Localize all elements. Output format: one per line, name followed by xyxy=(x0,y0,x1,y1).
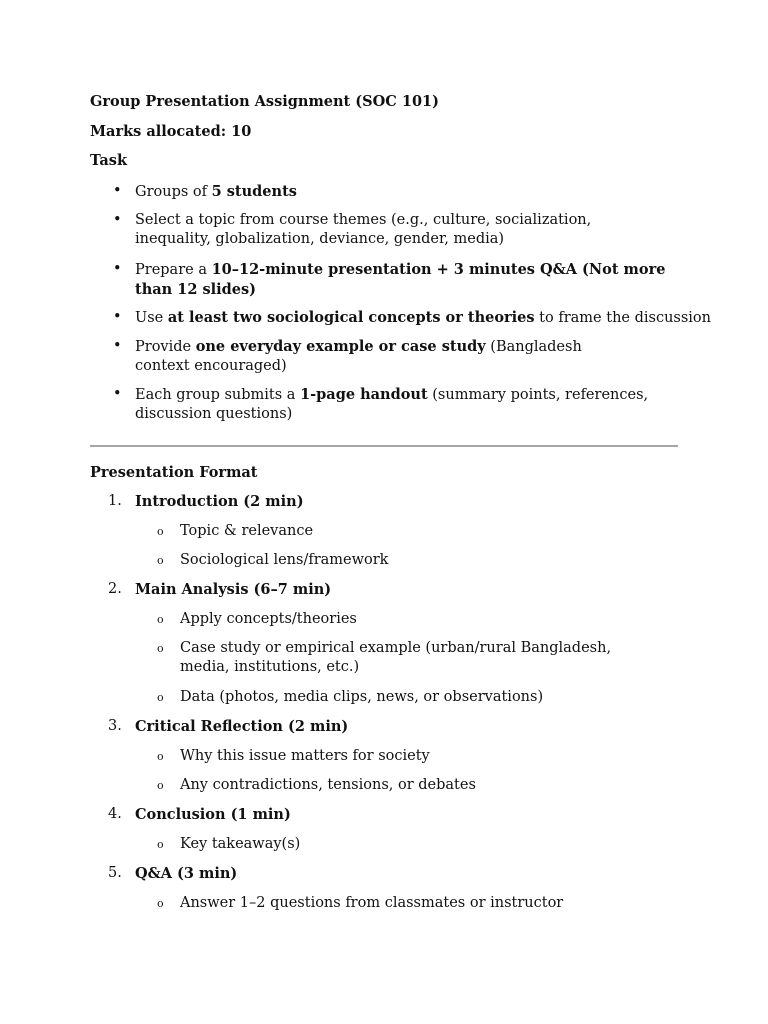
document-title: Group Presentation Assignment (SOC 101) xyxy=(90,93,439,110)
circle-bullet-icon: o xyxy=(157,613,164,626)
task-item-topic: Select a topic from course themes (e.g., culture, socialization, inequality, globalization, deviance, gender, media) xyxy=(135,212,592,247)
task-item-concepts xyxy=(135,308,711,328)
sub-item: Key takeaway(s) xyxy=(180,836,301,852)
task-item-emphasis: at least two sociological concepts or theories xyxy=(167,309,535,326)
circle-bullet-icon: o xyxy=(157,525,164,538)
sub-item: Sociological lens/framework xyxy=(180,552,389,568)
sub-item: Topic & relevance xyxy=(180,523,314,539)
section-number: 4. xyxy=(108,806,122,822)
sub-item: Data (photos, media clips, news, or observations) xyxy=(180,689,544,705)
task-item-text: Groups of xyxy=(135,184,212,200)
task-item-case-study xyxy=(135,337,625,376)
task-item-emphasis: 1-page handout xyxy=(300,386,428,403)
task-item-emphasis: 5 students xyxy=(211,183,297,200)
sub-item: Why this issue matters for society xyxy=(180,748,430,764)
circle-bullet-icon: o xyxy=(157,691,164,704)
task-item-text: (summary points, references, discussion questions) xyxy=(135,387,649,422)
circle-bullet-icon: o xyxy=(157,554,164,567)
bullet-icon: • xyxy=(113,309,122,325)
task-item-text: Each group submits a xyxy=(135,387,301,403)
circle-bullet-icon: o xyxy=(157,779,164,792)
task-item-handout xyxy=(135,385,685,424)
task-heading: Task xyxy=(90,152,128,169)
bullet-icon: • xyxy=(113,212,122,228)
section-title-main-analysis: Main Analysis (6–7 min) xyxy=(135,581,332,598)
sub-item: Answer 1–2 questions from classmates or instructor xyxy=(180,895,564,911)
section-title-introduction: Introduction (2 min) xyxy=(135,493,304,510)
circle-bullet-icon: o xyxy=(157,750,164,763)
circle-bullet-icon: o xyxy=(157,897,164,910)
task-item-text: (Bangladesh context encouraged) xyxy=(135,339,582,374)
section-number: 2. xyxy=(108,581,122,597)
task-item-text: Prepare a xyxy=(135,262,212,278)
task-item-group-size xyxy=(135,182,297,202)
section-number: 5. xyxy=(108,865,122,881)
circle-bullet-icon: o xyxy=(157,642,164,655)
section-number: 1. xyxy=(108,493,122,509)
section-title-qa: Q&A (3 min) xyxy=(135,865,238,882)
bullet-icon: • xyxy=(113,261,122,277)
task-item-presentation-length xyxy=(135,260,680,300)
bullet-icon: • xyxy=(113,386,122,402)
sub-item: Any contradictions, tensions, or debates xyxy=(180,777,476,793)
sub-item: Apply concepts/theories xyxy=(180,611,357,627)
sub-item: Case study or empirical example (urban/rural Bangladesh, media, institutions, etc.) xyxy=(180,640,612,675)
section-divider xyxy=(90,445,678,447)
task-item-emphasis: one everyday example or case study xyxy=(195,338,486,355)
task-item-emphasis: 10–12-minute presentation + 3 minutes Q&A (Not more than 12 slides) xyxy=(135,261,666,298)
format-heading: Presentation Format xyxy=(90,464,258,481)
circle-bullet-icon: o xyxy=(157,838,164,851)
bullet-icon: • xyxy=(113,338,122,354)
task-item-text: Provide xyxy=(135,339,196,355)
bullet-icon: • xyxy=(113,183,122,199)
section-title-critical-reflection: Critical Reflection (2 min) xyxy=(135,718,349,735)
section-number: 3. xyxy=(108,718,122,734)
marks-allocated: Marks allocated: 10 xyxy=(90,123,252,140)
task-item-text: Use xyxy=(135,310,168,326)
section-title-conclusion: Conclusion (1 min) xyxy=(135,806,291,823)
task-item-text: to frame the discussion xyxy=(534,310,711,326)
